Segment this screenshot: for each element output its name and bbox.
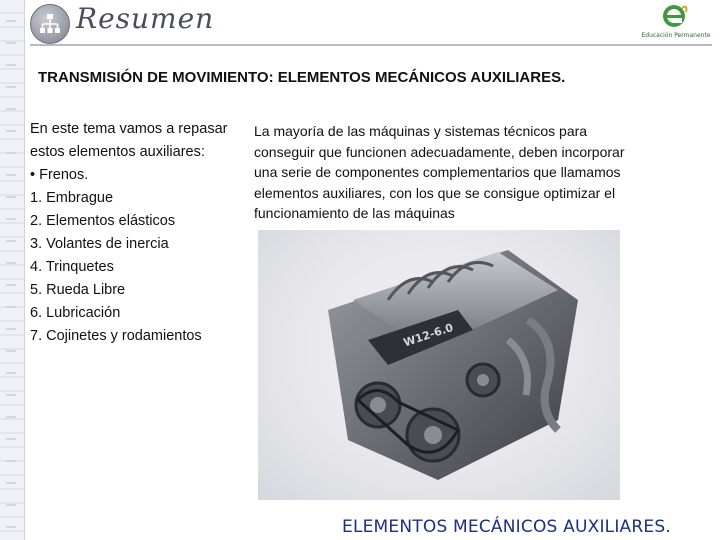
sitemap-icon <box>30 4 70 44</box>
header-divider <box>30 44 712 46</box>
description-line: funcionamiento de las máquinas <box>254 205 455 222</box>
list-item: 5. Rueda Libre <box>30 282 126 298</box>
list-item: 2. Elementos elásticos <box>30 213 176 229</box>
list-item: 1. Embrague <box>30 190 114 206</box>
list-item: 6. Lubricación <box>30 305 121 321</box>
footer-title: ELEMENTOS MECÁNICOS AUXILIARES. <box>342 517 671 537</box>
brand-text: Educación Permanente <box>641 32 711 39</box>
intro-line: En este tema vamos a repasar <box>30 121 228 137</box>
description-line: La mayoría de las máquinas y sistemas técnicos para <box>254 123 588 139</box>
intro-line: estos elementos auxiliares: <box>30 144 205 160</box>
description-line: una serie de componentes complementarios que llamamos <box>254 164 621 181</box>
description-line: elementos auxiliares, con los que se consigue optimizar el <box>254 184 616 201</box>
engine-image <box>258 230 620 500</box>
brand-logo <box>636 2 716 42</box>
left-decorative-border <box>0 0 25 540</box>
list-item: • Frenos. <box>30 167 89 183</box>
list-item: 7. Cojinetes y rodamientos <box>30 328 202 344</box>
list-item: 4. Trinquetes <box>30 259 114 275</box>
page-title: TRANSMISIÓN DE MOVIMIENTO: ELEMENTOS MECÁNICOS AUXILIARES. <box>38 69 566 86</box>
header-title: Resumen <box>76 2 215 35</box>
description-line: conseguir que funcionen adecuadamente, deben incorporar <box>254 143 625 160</box>
engine-label: W12-6.0 <box>401 321 455 350</box>
left-text-block <box>30 118 227 348</box>
list-item: 3. Volantes de inercia <box>30 236 169 252</box>
description-text <box>254 121 710 224</box>
